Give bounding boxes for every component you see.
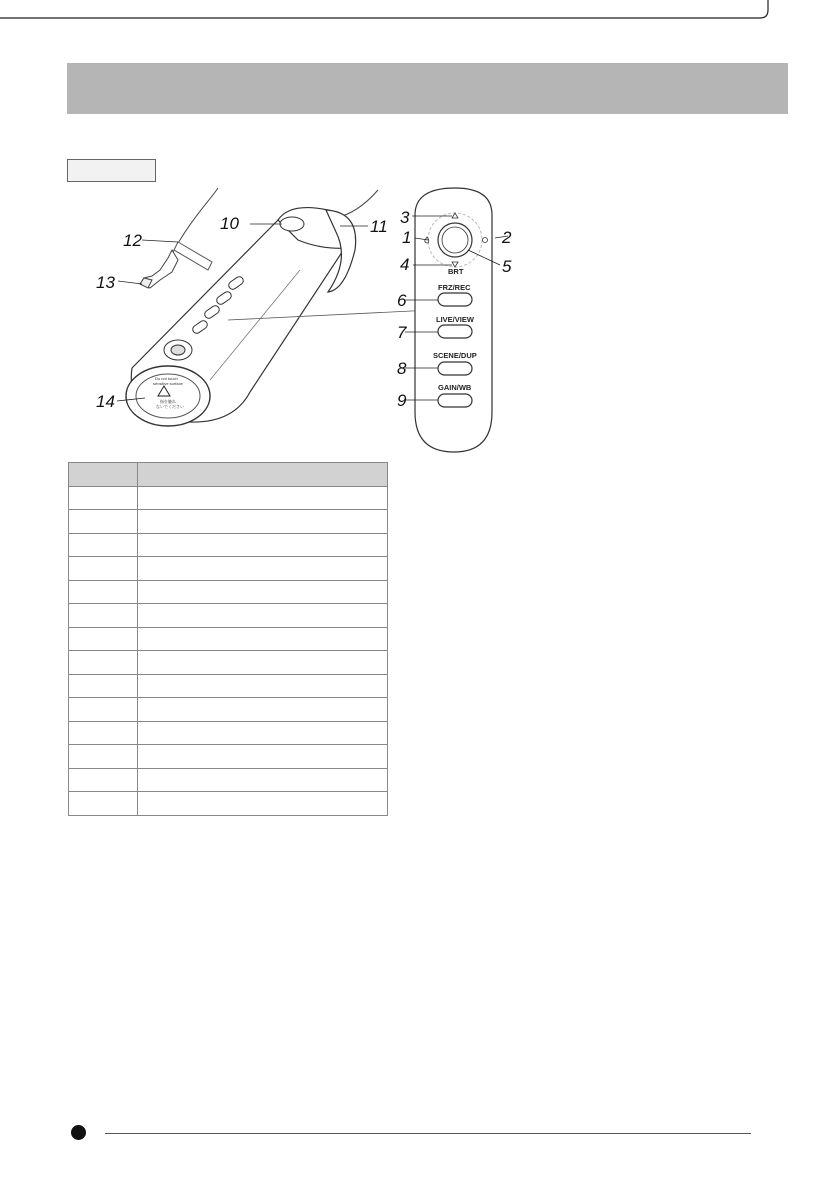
cell-name	[138, 674, 388, 698]
cell-no	[69, 604, 138, 628]
cell-name	[138, 557, 388, 581]
cap-text-line1: Do not touch	[155, 376, 178, 381]
table-row	[69, 698, 388, 722]
scene-dup-button[interactable]	[438, 362, 472, 375]
camera-body	[126, 208, 356, 426]
cell-name	[138, 486, 388, 510]
table-row	[69, 768, 388, 792]
cell-no	[69, 768, 138, 792]
cell-name	[138, 533, 388, 557]
table-row	[69, 604, 388, 628]
cell-name	[138, 604, 388, 628]
callout-2: 2	[502, 228, 512, 247]
cell-no	[69, 698, 138, 722]
footer-rule	[105, 1133, 751, 1134]
parts-table	[68, 462, 388, 816]
callout-4: 4	[400, 255, 410, 274]
cell-no	[69, 486, 138, 510]
table-row	[69, 651, 388, 675]
section-tab	[67, 159, 156, 182]
table-row	[69, 580, 388, 604]
callout-9: 9	[397, 391, 407, 410]
crop-mark	[0, 0, 800, 40]
callout-12: 12	[123, 231, 142, 250]
table-row	[69, 486, 388, 510]
cell-no	[69, 721, 138, 745]
cell-no	[69, 674, 138, 698]
cell-name	[138, 698, 388, 722]
live-view-button[interactable]	[438, 325, 472, 338]
cap-text-line4: ないでください	[156, 404, 184, 409]
cell-no	[69, 580, 138, 604]
header-cell-no	[69, 463, 138, 487]
button-panel	[415, 188, 492, 452]
header-cell-name	[138, 463, 388, 487]
callout-13: 13	[96, 273, 115, 292]
cell-name	[138, 721, 388, 745]
page-bullet	[71, 1125, 86, 1140]
scene-dup-label: SCENE/DUP	[433, 351, 477, 360]
table-row	[69, 745, 388, 769]
cell-name	[138, 768, 388, 792]
callout-14: 14	[96, 392, 115, 411]
cap-text-line3: 指を触れ	[160, 399, 176, 404]
callout-11: 11	[370, 217, 388, 236]
cell-name	[138, 627, 388, 651]
callout-7: 7	[397, 323, 407, 342]
table-row	[69, 721, 388, 745]
cell-no	[69, 792, 138, 816]
cell-no	[69, 745, 138, 769]
callout-6: 6	[397, 291, 407, 310]
cell-no	[69, 627, 138, 651]
gain-wb-label: GAIN/WB	[438, 383, 472, 392]
cell-no	[69, 651, 138, 675]
callout-5: 5	[502, 257, 512, 276]
table-row	[69, 557, 388, 581]
section-header-bar	[67, 63, 788, 114]
cell-no	[69, 557, 138, 581]
frz-rec-button[interactable]	[438, 293, 472, 306]
frz-rec-label: FRZ/REC	[438, 283, 471, 292]
live-view-label: LIVE/VIEW	[436, 315, 474, 324]
table-row	[69, 627, 388, 651]
cell-no	[69, 510, 138, 534]
brt-label: BRT	[448, 267, 464, 276]
cell-name	[138, 510, 388, 534]
cap-text-line2: sensitive surface	[153, 381, 183, 386]
table-row	[69, 510, 388, 534]
gain-wb-button[interactable]	[438, 394, 472, 407]
camera-figure	[60, 180, 520, 455]
table-row	[69, 533, 388, 557]
cell-name	[138, 580, 388, 604]
cell-name	[138, 745, 388, 769]
cell-name	[138, 792, 388, 816]
cell-name	[138, 651, 388, 675]
callout-8: 8	[397, 359, 407, 378]
callout-3: 3	[400, 208, 410, 227]
callout-10: 10	[220, 214, 239, 233]
cell-no	[69, 533, 138, 557]
callout-1: 1	[402, 228, 412, 247]
usb-connector	[140, 242, 212, 288]
table-row	[69, 792, 388, 816]
table-row	[69, 674, 388, 698]
table-header-row	[69, 463, 388, 487]
